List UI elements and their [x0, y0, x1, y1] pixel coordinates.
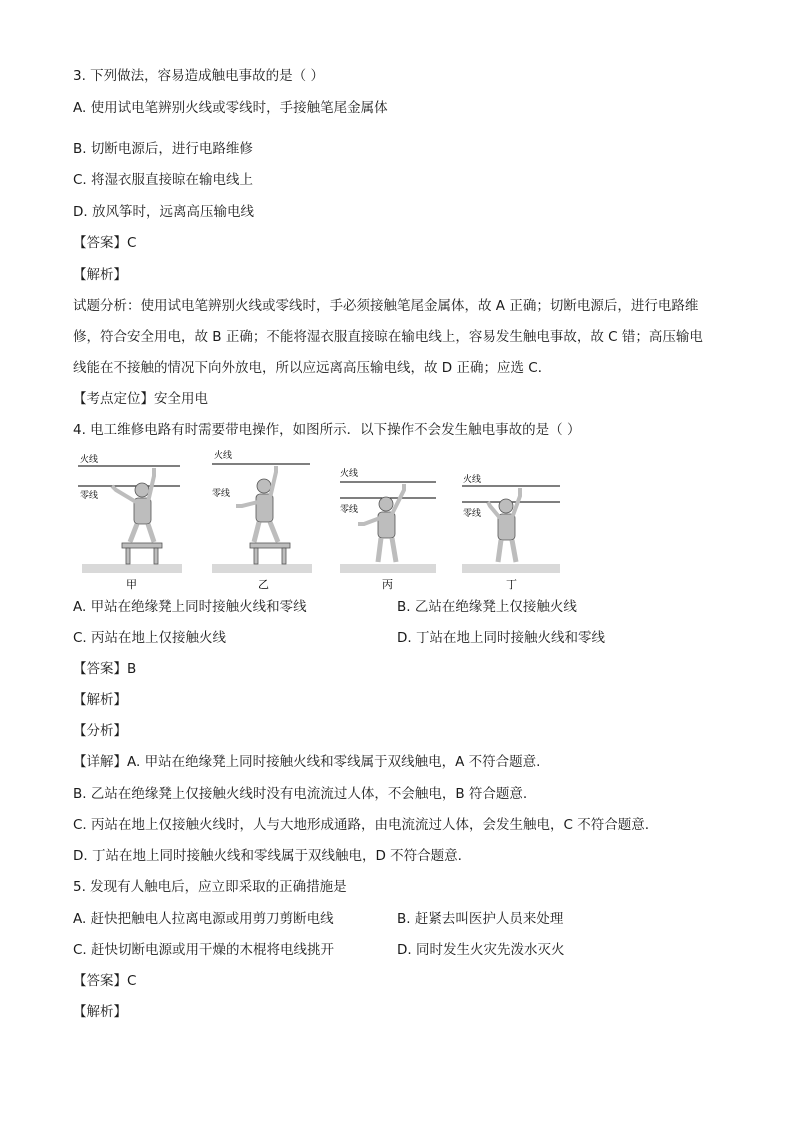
person-figure	[358, 484, 404, 562]
live-wire-label: 火线	[463, 475, 482, 485]
q4-figure	[78, 446, 578, 592]
ground	[212, 564, 312, 573]
q4-fenxi: 【分析】	[73, 723, 127, 739]
neutral-wire-label: 零线	[212, 489, 231, 499]
q4-answer: 【答案】B	[73, 661, 137, 677]
live-wire-label: 火线	[340, 469, 359, 479]
ground	[462, 564, 560, 573]
insulated-stool	[122, 543, 162, 548]
q5-option-d: D. 同时发生火灾先泼水灭火	[397, 942, 565, 958]
q4-analysis-title: 【解析】	[73, 692, 127, 708]
q5-stem: 5. 发现有人触电后，应立即采取的正确措施是	[73, 879, 347, 895]
q3-option-d: D. 放风筝时，远离高压输电线	[73, 204, 254, 220]
person-figure	[236, 466, 290, 564]
q5-answer: 【答案】C	[73, 973, 137, 989]
q3-option-a: A. 使用试电笔辨别火线或零线时，手接触笔尾金属体	[73, 100, 388, 116]
caption-ding: 丁	[506, 578, 517, 591]
q5-option-c: C. 赶快切断电源或用干燥的木棍将电线挑开	[73, 942, 335, 958]
q3-answer: 【答案】C	[73, 235, 137, 251]
q4-option-a: A. 甲站在绝缘凳上同时接触火线和零线	[73, 599, 307, 615]
q4-detail-line-4: D. 丁站在地上同时接触火线和零线属于双线触电，D 不符合题意.	[73, 848, 462, 864]
person-figure	[112, 468, 162, 564]
q5-option-b: B. 赶紧去叫医护人员来处理	[397, 911, 564, 927]
person-figure	[488, 488, 520, 562]
q4-option-b: B. 乙站在绝缘凳上仅接触火线	[397, 599, 577, 615]
q3-stem: 3. 下列做法，容易造成触电事故的是（ ）	[73, 68, 324, 84]
q4-detail-line-1: 【详解】A. 甲站在绝缘凳上同时接触火线和零线属于双线触电，A 不符合题意.	[73, 754, 541, 770]
live-wire-label: 火线	[214, 451, 233, 461]
ground	[340, 564, 436, 573]
neutral-wire-label: 零线	[463, 509, 482, 519]
neutral-wire-label: 零线	[80, 491, 99, 501]
caption-jia: 甲	[126, 578, 137, 591]
q3-option-b: B. 切断电源后，进行电路维修	[73, 141, 253, 157]
caption-yi: 乙	[258, 578, 269, 591]
q3-kaodian: 【考点定位】安全用电	[73, 391, 208, 407]
caption-bing: 丙	[382, 578, 393, 591]
q3-analysis-title: 【解析】	[73, 267, 127, 283]
q5-analysis-title: 【解析】	[73, 1004, 127, 1020]
q4-detail-line-3: C. 丙站在地上仅接触火线时，人与大地形成通路，由电流流过人体，会发生触电，C 不符合题意.	[73, 817, 650, 833]
q3-option-c: C. 将湿衣服直接晾在输电线上	[73, 172, 254, 188]
figure-panel-bing	[340, 467, 436, 591]
neutral-wire-label: 零线	[340, 505, 359, 515]
q4-option-c: C. 丙站在地上仅接触火线	[73, 630, 227, 646]
insulated-stool	[250, 543, 290, 548]
q3-analysis-line-2: 修，符合安全用电，故 B 正确；不能将湿衣服直接晾在输电线上，容易发生触电事故，故 C 错；高压输电	[73, 329, 703, 345]
figure-panel-ding	[462, 473, 560, 591]
q5-option-a: A. 赶快把触电人拉离电源或用剪刀剪断电线	[73, 911, 334, 927]
q3-analysis-line-1: 试题分析：使用试电笔辨别火线或零线时，手必须接触笔尾金属体，故 A 正确；切断电源后，进行电路维	[73, 298, 699, 314]
live-wire-label: 火线	[80, 455, 99, 465]
figure-panel-yi	[212, 449, 312, 591]
q4-option-d: D. 丁站在地上同时接触火线和零线	[397, 630, 605, 646]
q3-analysis-line-3: 线能在不接触的情况下向外放电，所以应远离高压输电线，故 D 正确；应选 C．	[73, 360, 552, 376]
q4-stem: 4. 电工维修电路有时需要带电操作，如图所示．以下操作不会发生触电事故的是（ ）	[73, 422, 581, 438]
figure-panel-jia	[78, 453, 182, 591]
q4-detail-line-2: B. 乙站在绝缘凳上仅接触火线时没有电流流过人体，不会触电，B 符合题意.	[73, 786, 528, 802]
ground	[82, 564, 182, 573]
